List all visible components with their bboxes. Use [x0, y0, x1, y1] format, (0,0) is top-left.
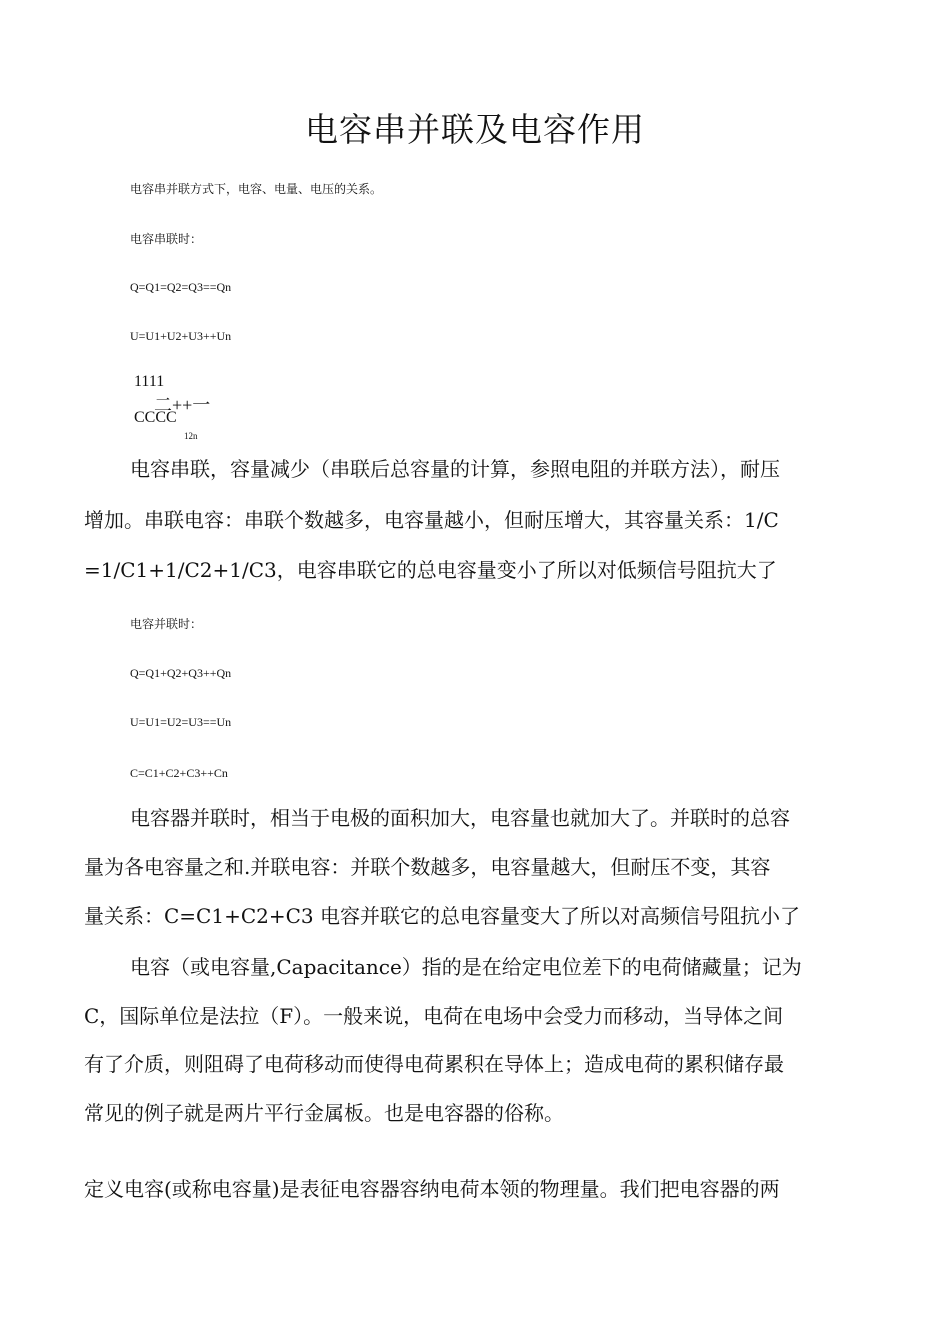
capacitance-para-line: C，国际单位是法拉（F）。一般来说，电荷在电场中会受力而移动，当导体之间: [84, 1004, 784, 1028]
fraction-denominator: CCCC: [134, 409, 177, 426]
fraction-subscripts: 12n: [184, 431, 198, 441]
parallel-para-line: 量关系：C=C1+C2+C3 电容并联它的总电容量变大了所以对高频信号阻抗小了: [84, 904, 801, 928]
capacitance-para-line: 有了介质，则阻碍了电荷移动而使得电荷累积在导体上；造成电荷的累积储存最: [84, 1052, 784, 1076]
series-capacitance-fraction: [134, 373, 224, 443]
parallel-c-formula: C=C1+C2+C3++Cn: [130, 766, 228, 780]
page-title: 电容串并联及电容作用: [305, 110, 645, 149]
fraction-numerator: 1111: [134, 373, 165, 390]
definition-line: 定义电容(或称电容量)是表征电容器容纳电荷本领的物理量。我们把电容器的两: [84, 1177, 780, 1201]
series-para-line: =1/C1+1/C2+1/C3，电容串联它的总电容量变小了所以对低频信号阻抗大了: [84, 558, 777, 582]
capacitance-para-line: 电容（或电容量,Capacitance）指的是在给定电位差下的电荷储藏量；记为: [130, 955, 802, 979]
parallel-heading: 电容并联时：: [130, 617, 203, 631]
intro-line: 电容串并联方式下，电容、电量、电压的关系。: [130, 182, 383, 196]
parallel-para-line: 量为各电容量之和.并联电容：并联个数越多，电容量越大，但耐压不变，其容: [84, 855, 771, 879]
parallel-para-line: 电容器并联时，相当于电极的面积加大，电容量也就加大了。并联时的总容: [130, 806, 790, 830]
series-q-formula: Q=Q1=Q2=Q3==Qn: [130, 280, 232, 294]
parallel-u-formula: U=U1=U2=U3==Un: [130, 715, 232, 729]
fraction-operators: 二++一: [154, 395, 211, 415]
series-para-line: 增加。串联电容：串联个数越多，电容量越小，但耐压增大，其容量关系：1/C: [84, 508, 779, 532]
capacitance-para-line: 常见的例子就是两片平行金属板。也是电容器的俗称。: [84, 1101, 564, 1125]
parallel-q-formula: Q=Q1+Q2+Q3++Qn: [130, 666, 232, 680]
series-para-line: 电容串联，容量减少（串联后总容量的计算，参照电阻的并联方法），耐压: [130, 457, 780, 481]
series-heading: 电容串联时：: [130, 232, 203, 246]
series-u-formula: U=U1+U2+U3++Un: [130, 329, 232, 343]
